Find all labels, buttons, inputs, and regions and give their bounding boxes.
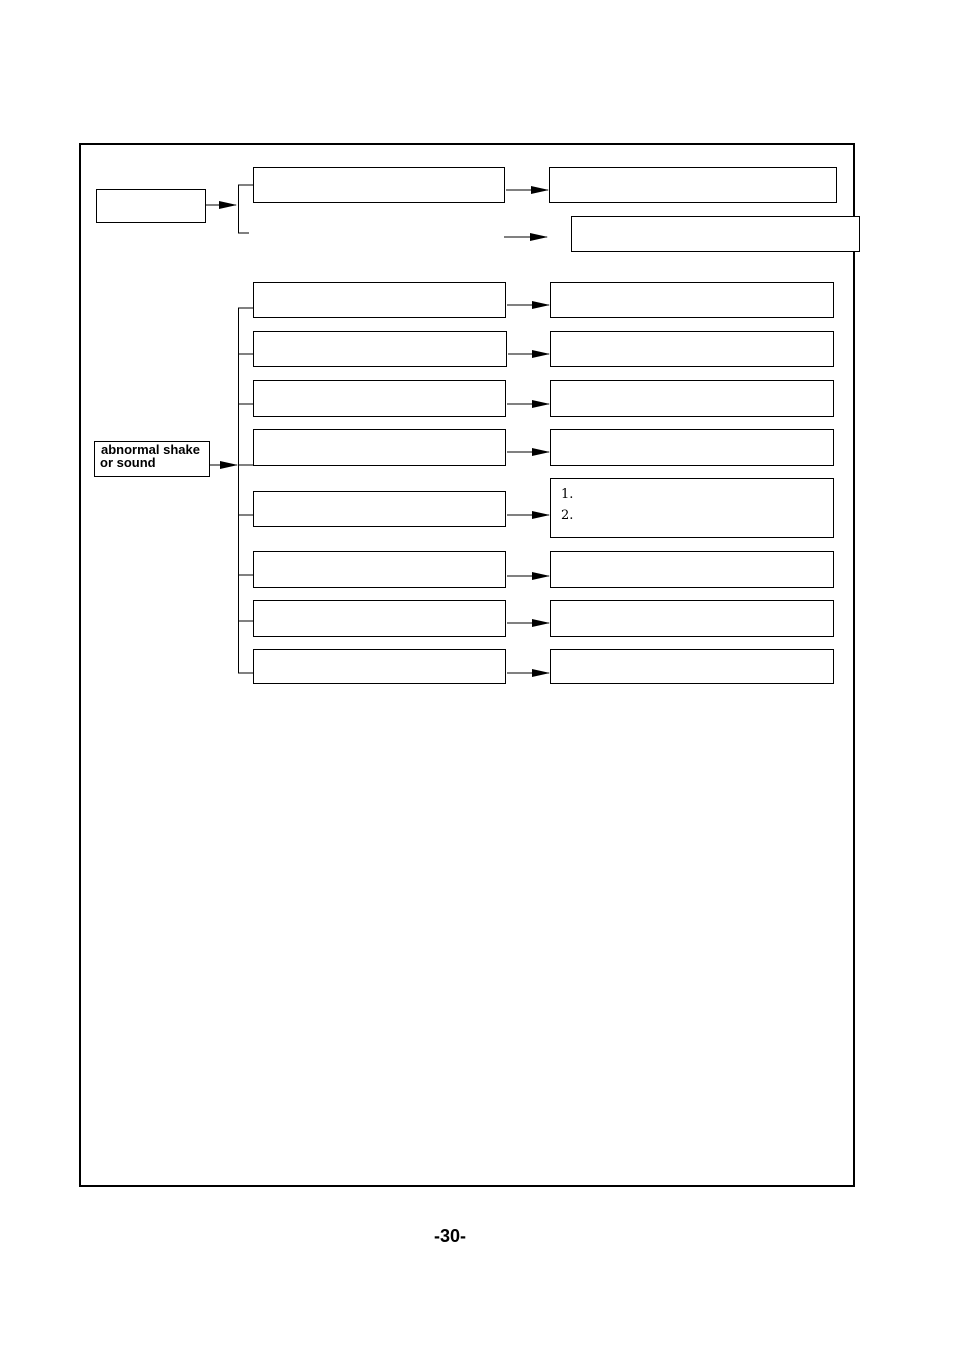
- remedy-box-2-4: [550, 429, 834, 466]
- cause-box-2-6: [253, 551, 506, 588]
- cause-box-1-1: [253, 167, 505, 203]
- remedy-box-1-1: [549, 167, 837, 203]
- cause-box-2-5: [253, 491, 506, 527]
- remedy-box-2-1: [550, 282, 834, 318]
- list-marker-1: 1.: [561, 487, 574, 502]
- symptom-box-2-label-line2: or sound: [100, 455, 156, 470]
- remedy-box-2-2: [550, 331, 834, 367]
- cause-box-2-2: [253, 331, 507, 367]
- remedy-box-2-5: [550, 478, 834, 538]
- symptom-box-2: [94, 441, 210, 477]
- cause-box-2-1: [253, 282, 506, 318]
- symptom-box-1: [96, 189, 206, 223]
- remedy-box-2-8: [550, 649, 834, 684]
- remedy-box-2-3: [550, 380, 834, 417]
- cause-box-2-4: [253, 429, 506, 466]
- cause-box-2-3: [253, 380, 506, 417]
- list-marker-2: 2.: [561, 508, 574, 523]
- remedy-box-2-7: [550, 600, 834, 637]
- remedy-box-2-6: [550, 551, 834, 588]
- cause-box-2-8: [253, 649, 506, 684]
- page-number: -30-: [433, 1226, 466, 1246]
- remedy-box-1-2: [571, 216, 860, 252]
- cause-box-2-7: [253, 600, 506, 637]
- symptom-box-2-label-line1: abnormal shake: [101, 442, 200, 457]
